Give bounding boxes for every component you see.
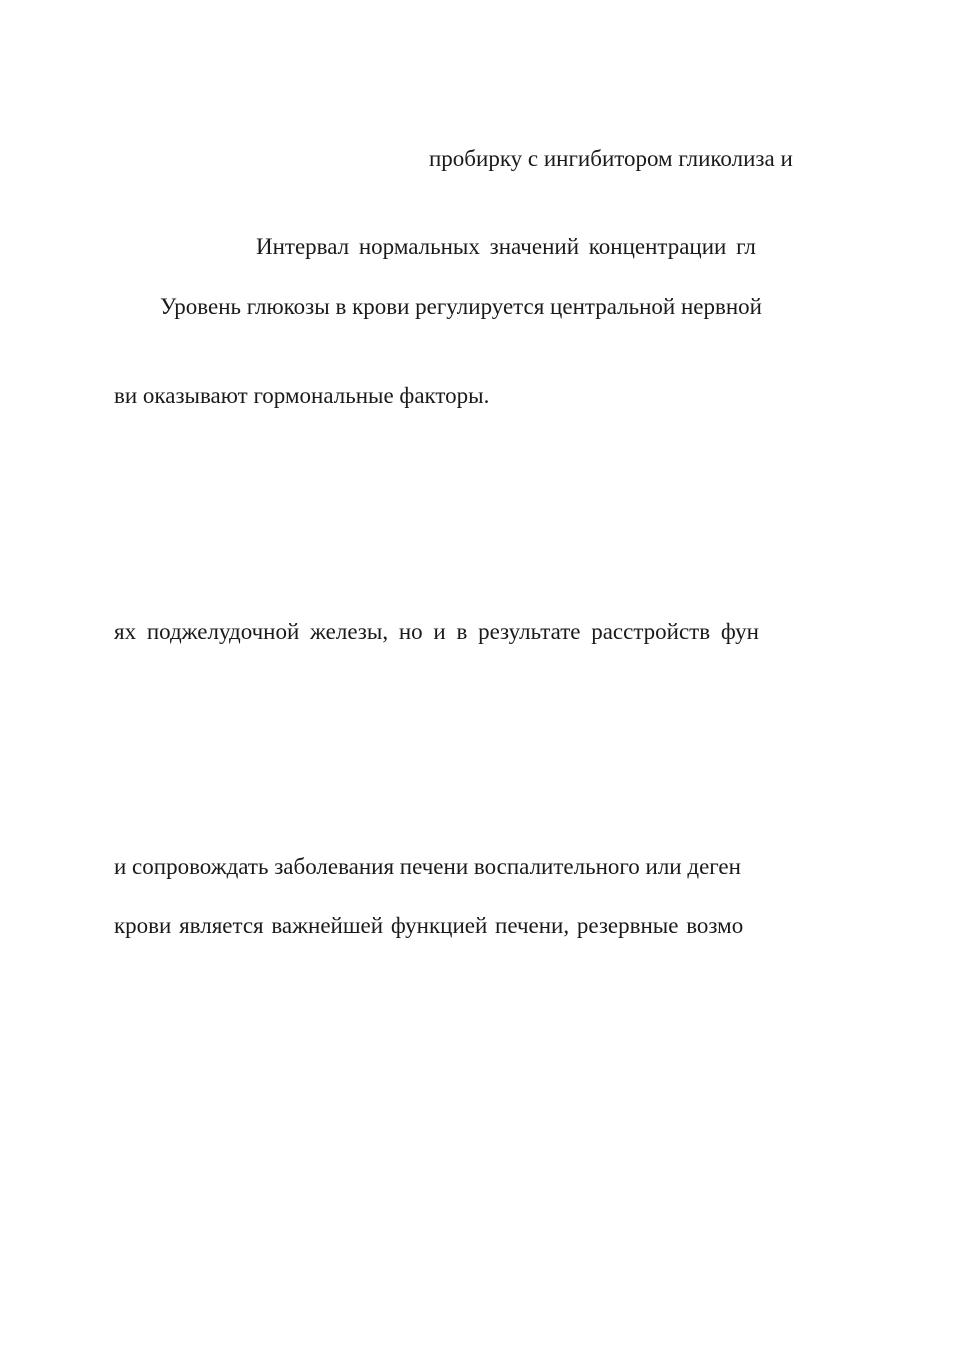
text-line: Уровень глюкозы в крови регулируется центральной нервной (160, 294, 762, 319)
text-line: Интервал нормальных значений концентрации гл (256, 234, 756, 259)
text-line: крови является важнейшей функцией печени, резервные возмо (114, 913, 744, 938)
text-line: ви оказывают гормональные факторы. (114, 383, 490, 408)
text-line: пробирку с ингибитором гликолиза и (429, 146, 793, 171)
text-line: и сопровождать заболевания печени воспалительного или деген (114, 854, 741, 879)
text-line: ях поджелудочной железы, но и в результате расстройств фун (114, 619, 759, 644)
